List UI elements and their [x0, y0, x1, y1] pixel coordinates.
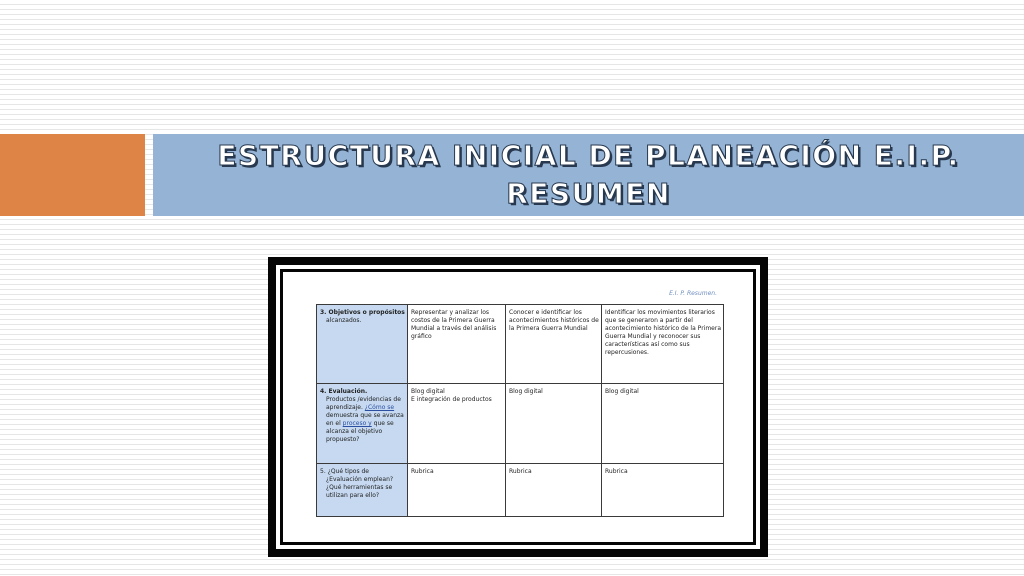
table-cell: Blog digital [602, 384, 724, 464]
row-heading-text: que se alcanza el objetivo propuesto? [326, 420, 394, 443]
table-cell: Rubrica [602, 464, 724, 517]
slide-title [153, 134, 1024, 230]
table-cell: Blog digital [506, 384, 602, 464]
row-heading-link[interactable]: ¿Cómo se [364, 404, 395, 411]
row-heading-cell [317, 305, 408, 384]
slide-title-line-1: ESTRUCTURA INICIAL DE PLANEACIÓN E.I.P. [217, 139, 960, 172]
document-page [283, 272, 753, 542]
row-heading-detail: alcanzados. [326, 317, 362, 324]
eip-summary-table [316, 304, 724, 517]
table-cell: Conocer e identificar los acontecimientos históricos de la Primera Guerra Mundial [506, 305, 602, 384]
row-heading-link[interactable]: proceso y [342, 420, 372, 427]
row-heading-text: demuestra que se avanza en el [326, 412, 404, 427]
row-heading: 3. Objetivos o propósitos [320, 309, 405, 316]
row-heading-cell [317, 464, 408, 517]
table-row [317, 464, 724, 517]
table-cell: Blog digital E integración de productos [408, 384, 506, 464]
table-cell: Rubrica [408, 464, 506, 517]
row-heading-detail [320, 396, 405, 444]
row-heading-cell [317, 384, 408, 464]
row-heading: 4. Evaluación. [320, 388, 368, 395]
table-cell: Rubrica [506, 464, 602, 517]
row-heading-detail: ¿Evaluación emplean? ¿Qué herramientas se utilizan para ello? [326, 476, 394, 499]
table-row [317, 384, 724, 464]
table-row [317, 305, 724, 384]
slide-title-line-2: RESUMEN [506, 177, 671, 210]
orange-accent-block [0, 134, 145, 216]
table-cell: Identificar los movimientos literarios que se generaron a partir del acontecimiento histórico de la Primera Guerra Mundial y reconocer sus características así como sus repercusiones. [602, 305, 724, 384]
document-header-note: E.I. P. Resumen. [669, 290, 717, 297]
table-cell: Representar y analizar los costos de la Primera Guerra Mundial a través del análisis gráfico [408, 305, 506, 384]
document-image-frame [268, 257, 768, 557]
row-heading-text: Productos /evidencias de aprendizaje. [326, 396, 401, 411]
row-heading: 5. ¿Qué tipos de [320, 468, 369, 475]
